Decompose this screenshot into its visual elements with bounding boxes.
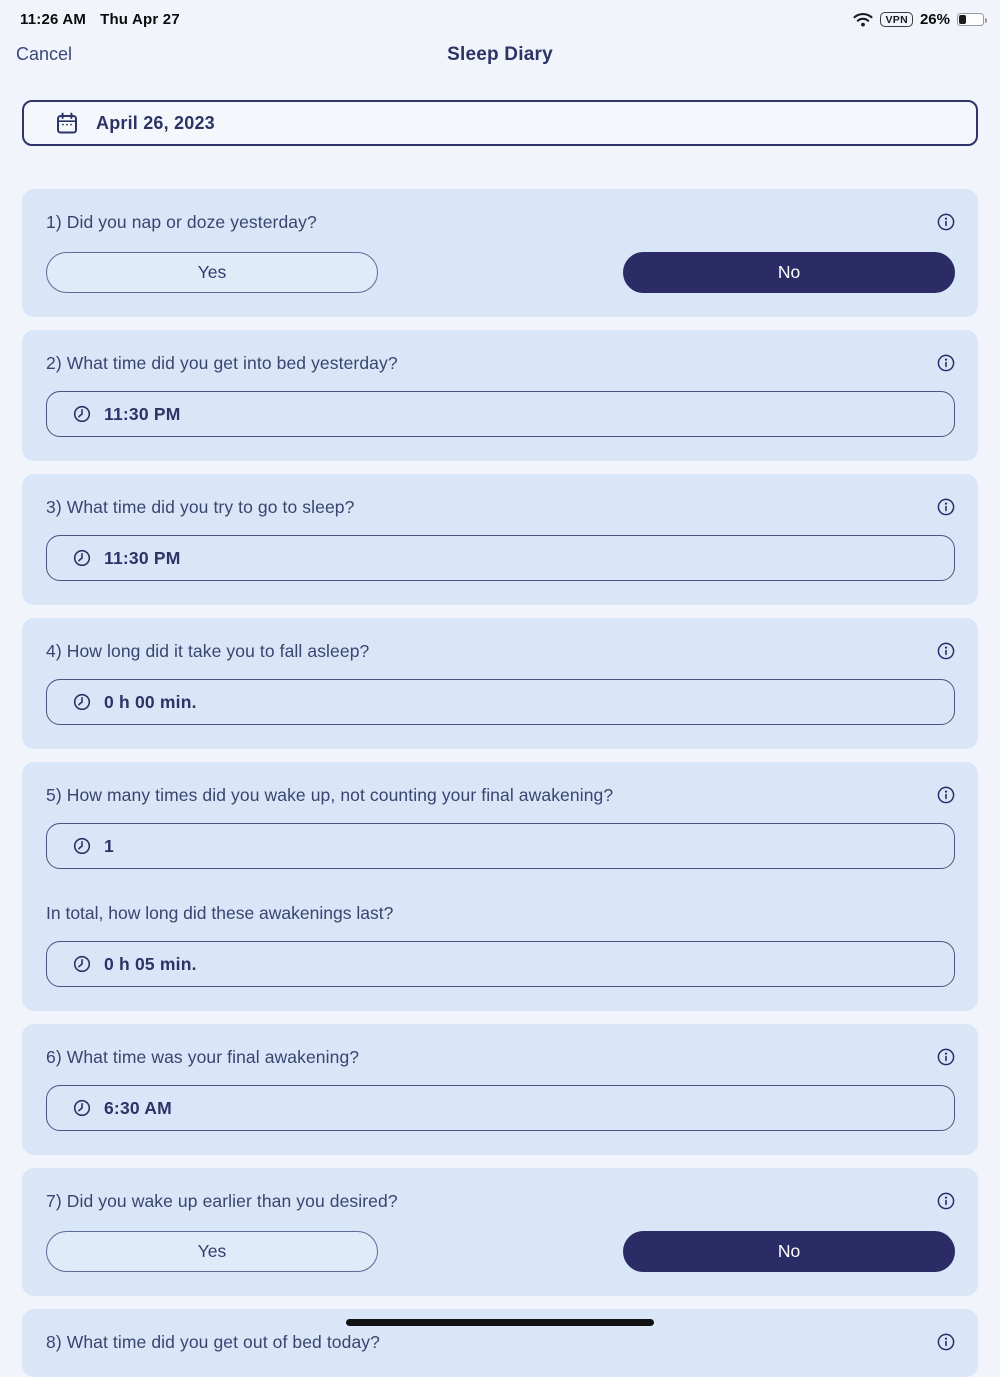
- question-label: 4) How long did it take you to fall asleep?: [46, 641, 370, 661]
- wifi-icon: [853, 12, 873, 27]
- question-card-7: [22, 1168, 978, 1296]
- info-icon: [937, 1333, 955, 1351]
- calendar-icon: [56, 112, 78, 134]
- home-indicator[interactable]: [346, 1319, 654, 1327]
- question-label: 8) What time did you get out of bed today?: [46, 1332, 380, 1352]
- info-icon: [937, 354, 955, 372]
- no-button[interactable]: No: [623, 1231, 955, 1272]
- info-button[interactable]: [937, 213, 955, 231]
- count-input[interactable]: [46, 823, 955, 869]
- duration-input[interactable]: [46, 679, 955, 725]
- duration-input-value: 0 h 05 min.: [104, 953, 197, 974]
- time-input[interactable]: [46, 535, 955, 581]
- question-label: 5) How many times did you wake up, not counting your final awakening?: [46, 785, 614, 805]
- question-label: 6) What time was your final awakening?: [46, 1047, 360, 1067]
- count-input-value: 1: [104, 835, 114, 856]
- info-button[interactable]: [937, 1333, 955, 1351]
- info-button[interactable]: [937, 1192, 955, 1210]
- status-time: 11:26 AM: [20, 10, 87, 28]
- question-card-2: [22, 330, 978, 461]
- question-card-3: [22, 474, 978, 605]
- info-button[interactable]: [937, 642, 955, 660]
- vpn-badge: VPN: [880, 12, 913, 27]
- battery-icon: [957, 13, 984, 26]
- info-icon: [937, 1192, 955, 1210]
- info-icon: [937, 213, 955, 231]
- battery-percent: 26%: [919, 10, 950, 28]
- info-icon: [937, 498, 955, 516]
- date-picker-field[interactable]: [22, 100, 978, 146]
- info-icon: [937, 1048, 955, 1066]
- clock-icon: [73, 549, 91, 567]
- question-card-1: [22, 189, 978, 317]
- date-picker-value: April 26, 2023: [96, 112, 215, 133]
- status-date: Thu Apr 27: [100, 10, 180, 28]
- page-title: Sleep Diary: [447, 44, 553, 65]
- clock-icon: [73, 955, 91, 973]
- clock-icon: [73, 693, 91, 711]
- status-bar: [0, 0, 1000, 30]
- yes-button[interactable]: Yes: [46, 1231, 378, 1272]
- sub-question-label: In total, how long did these awakenings last?: [46, 903, 394, 923]
- cancel-button[interactable]: Cancel: [16, 44, 73, 64]
- time-input-value: 11:30 PM: [104, 403, 181, 424]
- time-input[interactable]: [46, 391, 955, 437]
- question-list: [0, 189, 1000, 1377]
- info-icon: [937, 642, 955, 660]
- question-card-6: [22, 1024, 978, 1155]
- info-button[interactable]: [937, 354, 955, 372]
- info-button[interactable]: [937, 498, 955, 516]
- info-button[interactable]: [937, 786, 955, 804]
- question-label: 3) What time did you try to go to sleep?: [46, 497, 355, 517]
- clock-icon: [73, 405, 91, 423]
- question-label: 2) What time did you get into bed yesterday?: [46, 353, 398, 373]
- question-card-4: [22, 618, 978, 749]
- clock-icon: [73, 1099, 91, 1117]
- yes-button[interactable]: Yes: [46, 252, 378, 293]
- no-button[interactable]: No: [623, 252, 955, 293]
- time-input[interactable]: [46, 1085, 955, 1131]
- question-label: 7) Did you wake up earlier than you desired?: [46, 1191, 398, 1211]
- duration-input-value: 0 h 00 min.: [104, 691, 197, 712]
- info-icon: [937, 786, 955, 804]
- nav-bar: [0, 42, 1000, 78]
- time-input-value: 11:30 PM: [104, 547, 181, 568]
- clock-icon: [73, 837, 91, 855]
- time-input-value: 6:30 AM: [104, 1097, 172, 1118]
- question-card-5: [22, 762, 978, 1011]
- info-button[interactable]: [937, 1048, 955, 1066]
- question-label: 1) Did you nap or doze yesterday?: [46, 212, 317, 232]
- duration-input[interactable]: [46, 941, 955, 987]
